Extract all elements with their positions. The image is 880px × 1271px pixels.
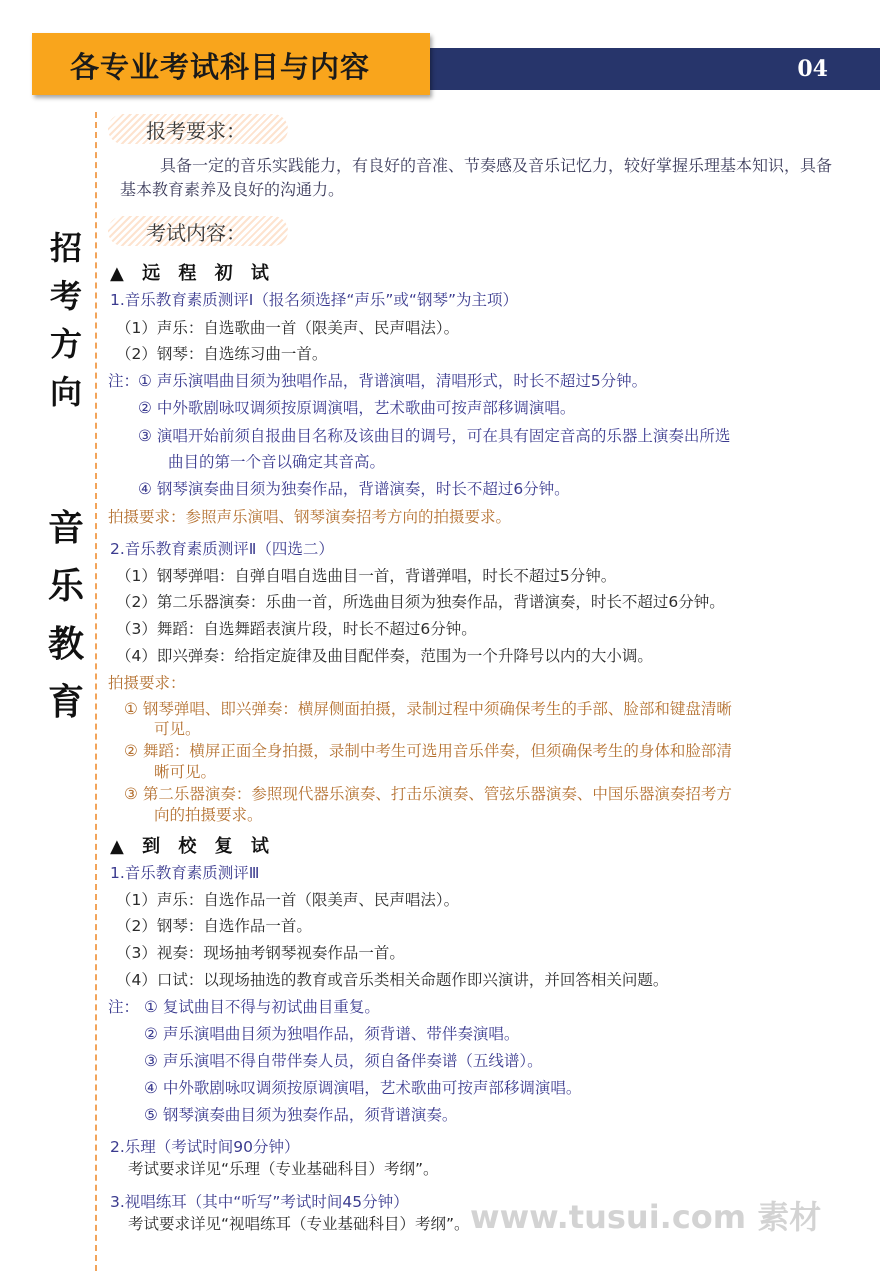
note-item: ② 中外歌剧咏叹调须按原调演唱，艺术歌曲可按声部移调演唱。 bbox=[138, 399, 576, 417]
remote-part1-title: 1.音乐教育素质测评Ⅰ（报名须选择“声乐”或“钢琴”为主项） bbox=[110, 291, 518, 309]
filming-item: ① 钢琴弹唱、即兴弹奏：横屏侧面拍摄，录制过程中须确保考生的手部、脸部和键盘清晰 bbox=[124, 700, 732, 718]
onsite-part2-title: 2.乐理（考试时间90分钟） bbox=[110, 1138, 300, 1156]
note-item: ③ 声乐演唱不得自带伴奏人员，须自备伴奏谱（五线谱）。 bbox=[144, 1052, 543, 1070]
list-item: （1）声乐：自选歌曲一首（限美声、民声唱法）。 bbox=[116, 319, 460, 337]
remote-round-title: ▲ 远 程 初 试 bbox=[110, 263, 275, 284]
watermark: www.tusui.com 素材 bbox=[470, 1198, 822, 1236]
list-item: （2）第二乐器演奏：乐曲一首，所选曲目须为独奏作品，背谱演奏，时长不超过6分钟。 bbox=[116, 593, 725, 611]
side-label-direction: 招 考 方 向 bbox=[49, 229, 82, 411]
side-label-major: 音 乐 教 育 bbox=[48, 508, 85, 723]
notes-prefix: 注： bbox=[108, 998, 140, 1016]
content-heading: 考试内容： bbox=[108, 216, 288, 246]
note-item: ② 声乐演唱曲目须为独唱作品，须背谱、带伴奏演唱。 bbox=[144, 1025, 520, 1043]
filming-item: ② 舞蹈：横屏正面全身拍摄，录制中考生可选用音乐伴奏，但须确保考生的身体和脸部清 bbox=[124, 742, 732, 760]
remote-part2-title: 2.音乐教育素质测评Ⅱ（四选二） bbox=[110, 540, 334, 558]
list-item: （1）钢琴弹唱：自弹自唱自选曲目一首，背谱弹唱，时长不超过5分钟。 bbox=[116, 567, 617, 585]
page-title: 各专业考试科目与内容 bbox=[70, 50, 371, 84]
list-item: （3）舞蹈：自选舞蹈表演片段，时长不超过6分钟。 bbox=[116, 620, 477, 638]
filming-item: ③ 第二乐器演奏：参照现代器乐演奏、打击乐演奏、管弦乐器演奏、中国乐器演奏招考方 bbox=[124, 785, 732, 803]
filming-item: 向的拍摄要求。 bbox=[154, 806, 263, 824]
filming-item: 可见。 bbox=[154, 720, 201, 738]
notes-prefix: 注： bbox=[108, 372, 140, 390]
filming-item: 晰可见。 bbox=[154, 763, 217, 781]
note-item: ③ 演唱开始前须自报曲目名称及该曲目的调号，可在具有固定音高的乐器上演奏出所选 bbox=[138, 427, 731, 445]
filming-requirement-1: 拍摄要求：参照声乐演唱、钢琴演奏招考方向的拍摄要求。 bbox=[108, 508, 512, 526]
note-item: ① 声乐演唱曲目须为独唱作品，背谱演唱，清唱形式，时长不超过5分钟。 bbox=[138, 372, 648, 390]
requirements-heading: 报考要求： bbox=[108, 114, 288, 144]
onsite-round-title: ▲ 到 校 复 试 bbox=[110, 836, 275, 857]
onsite-part2-text: 考试要求详见“乐理（专业基础科目）考纲”。 bbox=[128, 1160, 439, 1178]
onsite-part3-title: 3.视唱练耳（其中“听写”考试时间45分钟） bbox=[110, 1193, 409, 1211]
note-item: 曲目的第一个音以确定其音高。 bbox=[168, 453, 386, 471]
filming-requirement-2-title: 拍摄要求： bbox=[108, 674, 186, 692]
note-item: ⑤ 钢琴演奏曲目须为独奏作品，须背谱演奏。 bbox=[144, 1106, 458, 1124]
onsite-part3-text: 考试要求详见“视唱练耳（专业基础科目）考纲”。 bbox=[128, 1215, 470, 1233]
list-item: （2）钢琴：自选作品一首。 bbox=[116, 917, 312, 935]
list-item: （2）钢琴：自选练习曲一首。 bbox=[116, 345, 328, 363]
note-item: ④ 中外歌剧咏叹调须按原调演唱，艺术歌曲可按声部移调演唱。 bbox=[144, 1079, 582, 1097]
list-item: （1）声乐：自选作品一首（限美声、民声唱法）。 bbox=[116, 891, 460, 909]
note-item: ① 复试曲目不得与初试曲目重复。 bbox=[144, 998, 380, 1016]
note-item: ④ 钢琴演奏曲目须为独奏作品，背谱演奏，时长不超过6分钟。 bbox=[138, 480, 570, 498]
requirements-text: 具备一定的音乐实践能力，有良好的音准、节奏感及音乐记忆力，较好掌握乐理基本知识，具备基本教育素养及良好的沟通力。 bbox=[120, 156, 833, 199]
onsite-part1-title: 1.音乐教育素质测评Ⅲ bbox=[110, 864, 260, 882]
divider-line bbox=[95, 112, 97, 1271]
page-number: 04 bbox=[797, 56, 828, 82]
list-item: （4）即兴弹奏：给指定旋律及曲目配伴奏，范围为一个升降号以内的大小调。 bbox=[116, 647, 653, 665]
list-item: （3）视奏：现场抽考钢琴视奏作品一首。 bbox=[116, 944, 405, 962]
page-title-box bbox=[32, 33, 430, 95]
list-item: （4）口试：以现场抽选的教育或音乐类相关命题作即兴演讲，并回答相关问题。 bbox=[116, 971, 669, 989]
